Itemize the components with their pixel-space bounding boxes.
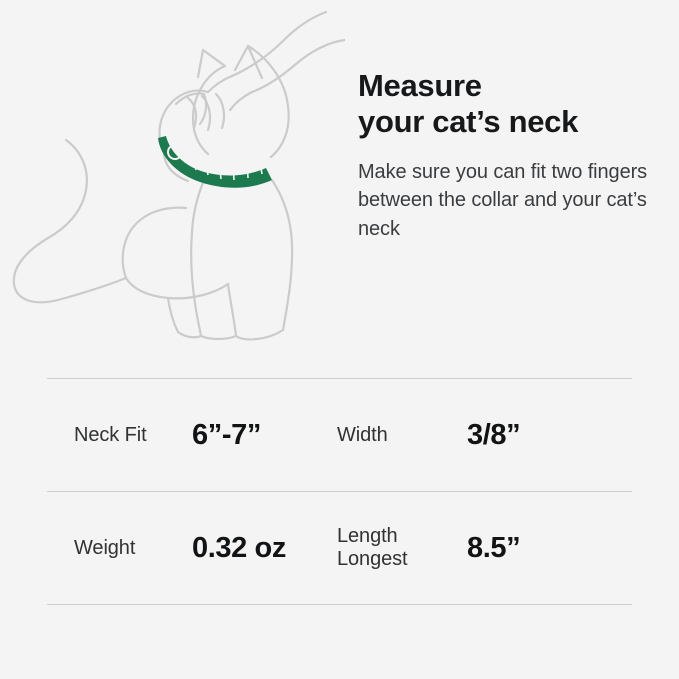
cat-left-ear <box>198 50 225 77</box>
page-title <box>358 68 658 140</box>
cat-front-leg-back <box>228 284 236 336</box>
arm-lower-edge <box>252 40 345 92</box>
cat-rear-paw-line <box>236 330 283 339</box>
cat-illustration <box>0 0 345 370</box>
cat-line-art-svg <box>0 0 345 370</box>
cat-haunch <box>123 208 186 278</box>
spec-value-length-longest: 8.5” <box>467 531 521 564</box>
cat-back <box>272 180 292 330</box>
finger-4 <box>216 94 224 128</box>
spec-label-neck-fit: Neck Fit <box>74 423 147 446</box>
headline-line-2: your cat’s neck <box>358 103 579 139</box>
spec-label-length-line-2: Longest <box>337 548 408 570</box>
cat-neck-left <box>192 178 205 232</box>
spec-value-width: 3/8” <box>467 418 521 451</box>
cat-belly <box>126 278 228 298</box>
table-row <box>47 379 632 491</box>
arm-upper-edge <box>208 12 326 92</box>
spec-table <box>47 378 632 605</box>
table-row <box>47 492 632 604</box>
cat-front-paw <box>201 336 236 339</box>
page-subtitle: Make sure you can fit two fingers between the collar and your cat’s neck <box>358 160 648 240</box>
copy-block <box>358 68 658 243</box>
table-divider-bottom <box>47 604 632 605</box>
spec-label-width: Width <box>337 423 388 446</box>
spec-label-weight: Weight <box>74 536 136 559</box>
wrist <box>230 92 252 110</box>
spec-label-length-longest <box>337 525 467 571</box>
finger-1 <box>176 93 206 124</box>
spec-value-weight: 0.32 oz <box>192 531 286 564</box>
collar-green <box>158 136 272 188</box>
cat-tail <box>14 140 126 302</box>
spec-label-length-line-1: Length <box>337 525 398 548</box>
spec-value-neck-fit: 6”-7” <box>192 418 261 451</box>
cat-chest <box>191 232 201 336</box>
headline-line-1: Measure <box>358 68 482 103</box>
